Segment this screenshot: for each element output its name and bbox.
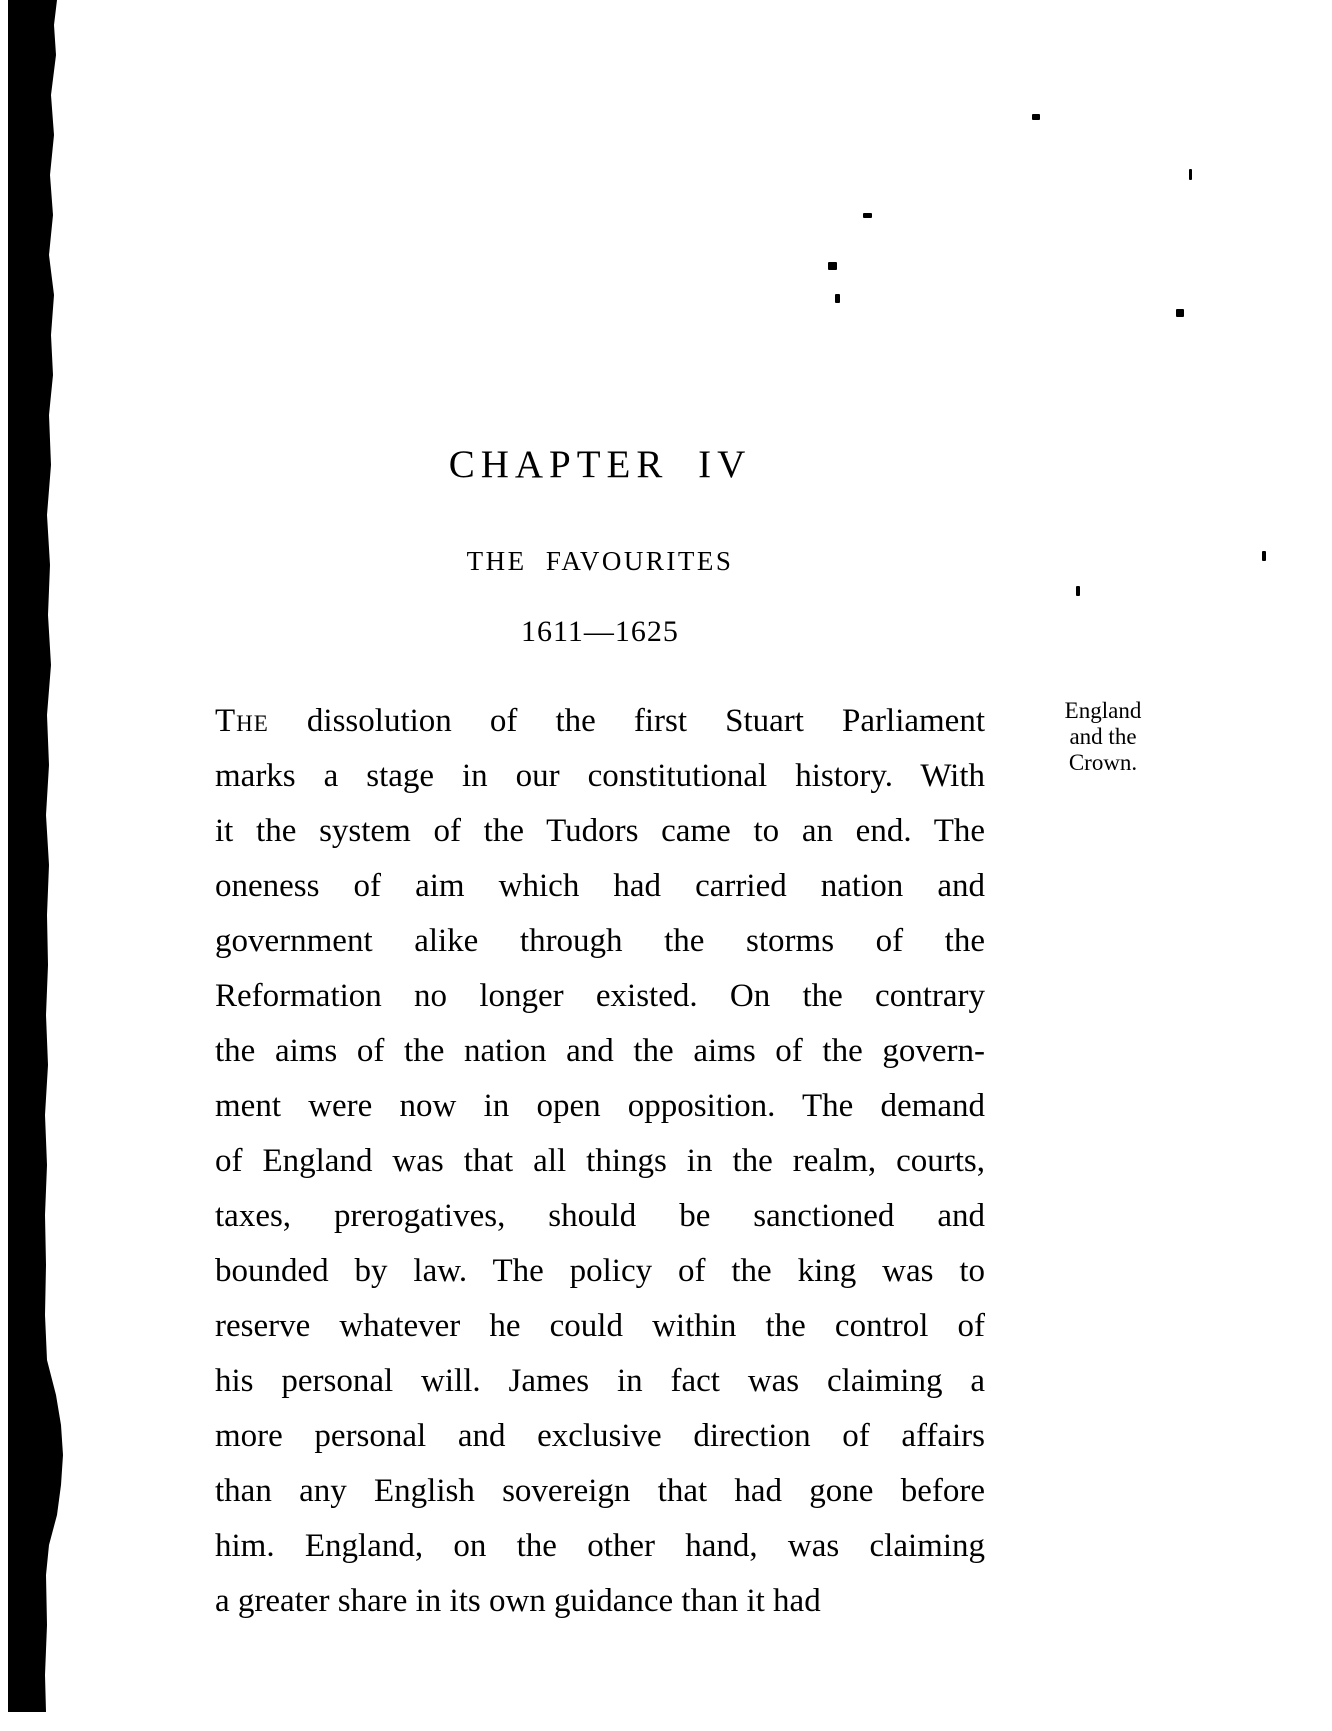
body-line: the aims of the nation and the aims of the govern- — [215, 1033, 985, 1069]
body-line: him. England, on the other hand, was claiming — [215, 1528, 985, 1564]
margin-note-line: and the — [1069, 724, 1137, 749]
scan-speck-7 — [1262, 551, 1266, 561]
scan-gutter-artifact — [0, 0, 70, 1731]
body-line: more personal and exclusive direction of affairs — [215, 1418, 985, 1454]
scan-speck-5 — [835, 294, 840, 303]
paragraph-lead-word: The — [215, 703, 269, 739]
scan-speck-1 — [1032, 114, 1040, 120]
body-line: of England was that all things in the realm, courts, — [215, 1143, 985, 1179]
body-paragraph — [215, 694, 985, 1629]
body-line-text: dissolution of the first Stuart Parliament — [306, 703, 985, 739]
scan-speck-2 — [1189, 169, 1192, 180]
body-line: government alike through the storms of the — [215, 923, 985, 959]
body-line: ment were now in open opposition. The demand — [215, 1088, 985, 1124]
body-line — [215, 694, 985, 749]
body-line: marks a stage in our constitutional history. With — [215, 758, 985, 794]
body-line: oneness of aim which had carried nation and — [215, 868, 985, 904]
margin-note-line: England — [1064, 698, 1142, 723]
scan-speck-4 — [828, 262, 837, 270]
body-line: a greater share in its own guidance than it had — [215, 1583, 821, 1619]
body-line: reserve whatever he could within the control of — [215, 1308, 985, 1344]
body-line: bounded by law. The policy of the king was to — [215, 1253, 985, 1289]
scan-speck-6 — [1176, 309, 1184, 317]
chapter-subheading: THE FAVOURITES — [466, 546, 734, 576]
scan-speck-8 — [1076, 586, 1080, 596]
scan-speck-3 — [863, 213, 872, 218]
margin-note — [1018, 698, 1188, 776]
body-line: his personal will. James in fact was claiming a — [215, 1363, 985, 1399]
margin-note-line: Crown. — [1068, 750, 1138, 775]
body-line: it the system of the Tudors came to an end. The — [215, 813, 985, 849]
body-line: than any English sovereign that had gone before — [215, 1473, 985, 1509]
body-line: taxes, prerogatives, should be sanctioned and — [215, 1198, 985, 1234]
body-line: Reformation no longer existed. On the contrary — [215, 978, 985, 1014]
chapter-heading: CHAPTER IV — [448, 443, 752, 486]
chapter-date-range: 1611—1625 — [521, 615, 679, 648]
